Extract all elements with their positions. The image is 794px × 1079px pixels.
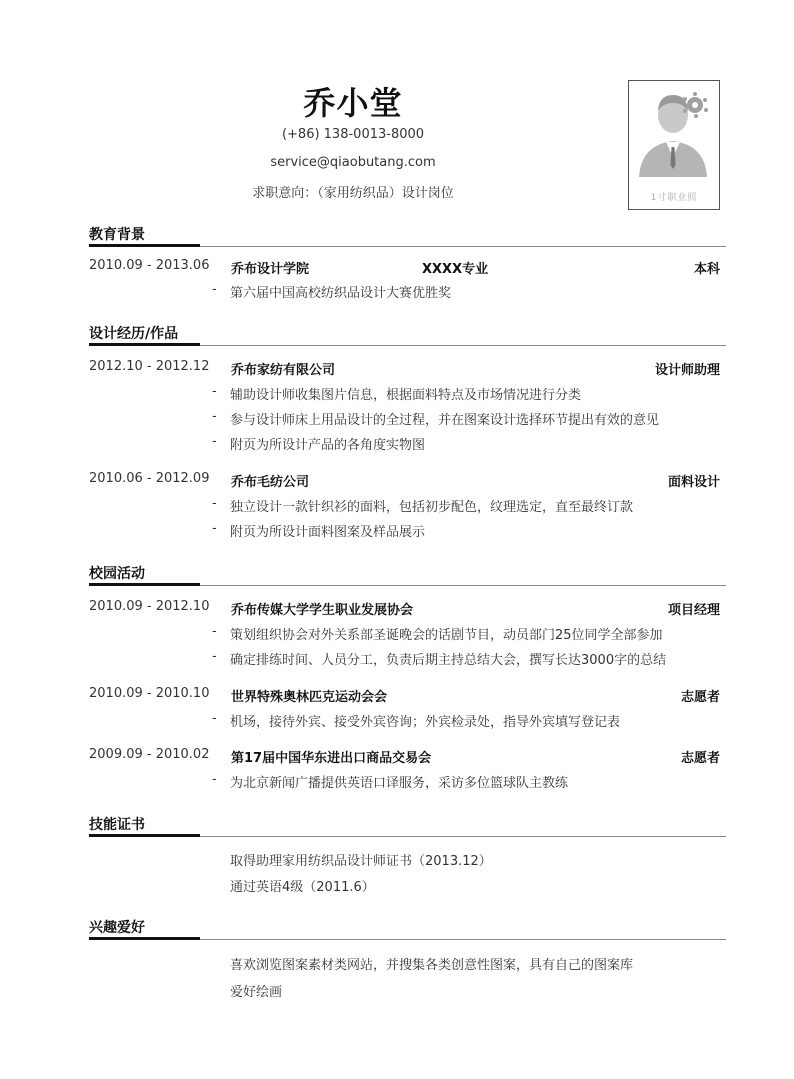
campus-entry [89, 599, 720, 617]
section-bar [89, 343, 200, 346]
design-entry [89, 359, 720, 377]
entry-date: 2010.06 - 2012.09 [89, 471, 210, 486]
campus-entry [89, 747, 720, 765]
hobby-item: 喜欢浏览图案素材类网站，并搜集各类创意性图案，具有自己的图案库 [230, 958, 634, 973]
profile-photo [628, 80, 720, 210]
campus-entry [89, 686, 720, 704]
person-silhouette-icon [633, 85, 715, 189]
job-intent: 求职意向：（家用纺织品）设计岗位 [252, 186, 454, 201]
section-title-design: 设计经历/作品 [89, 326, 179, 342]
candidate-name: 乔小堂 [303, 84, 403, 122]
phone-number: (+86) 138-0013-8000 [281, 127, 425, 142]
skill-item: 通过英语4级（2011.6） [230, 880, 375, 895]
entry-organization: 乔布设计学院 [231, 262, 310, 277]
entry-major: XXXX专业 [422, 262, 489, 277]
hobby-item: 爱好绘画 [230, 985, 283, 1000]
entry-organization: 乔布毛纺公司 [231, 475, 310, 490]
entry-organization: 世界特殊奥林匹克运动会会 [231, 690, 388, 705]
section-bar [89, 583, 200, 586]
entry-date: 2010.09 - 2010.10 [89, 686, 210, 701]
section-title-campus: 校园活动 [89, 566, 145, 582]
section-divider [200, 836, 726, 837]
entry-organization: 第17届中国华东进出口商品交易会 [231, 751, 432, 766]
entry-role: 设计师助理 [654, 363, 720, 378]
entry-date: 2010.09 - 2012.10 [89, 599, 210, 614]
section-title-skills: 技能证书 [89, 817, 145, 833]
section-bar [89, 937, 200, 940]
entry-degree: 本科 [693, 262, 720, 277]
entry-role: 志愿者 [680, 751, 720, 766]
entry-role: 面料设计 [667, 475, 720, 490]
education-entry [89, 258, 720, 276]
section-divider [200, 246, 726, 247]
section-bar [89, 834, 200, 837]
entry-date: 2009.09 - 2010.02 [89, 747, 210, 762]
email-address: service@qiaobutang.com [270, 155, 436, 170]
photo-label: 1寸职业照 [650, 193, 698, 203]
section-divider [200, 585, 726, 586]
design-entry [89, 471, 720, 489]
entry-role: 项目经理 [667, 603, 720, 618]
resume-page: 乔小堂 (+86) 138-0013-8000 service@qiaobutang.com 求职意向：（家用纺织品）设计岗位 1寸职业照 教育背景 2010.09 - 2013.06 乔布设计学院 XXXX专业 本科 - 第六届中国高校纺织品设计大赛优胜奖 设计经历/作品 2012.10 - 2012.12 乔布家纺有限公司 设计师助理 - 辅助设计师收集图片信息，根据面料特点及市场情况进行分类 - 参与设计师床上用品设计的全过程，并在图案设计选择环节提出有效的意见 - 附页为所设计产品的各角度实物图 2010.06 - 2012.09 乔布毛纺公司 面料设计 - 独立设计一款针织衫的面料，包括初步配色，纹理选定，直至最终订款 - 附页为所设计面料图案及样品展示 校园活动 2010.09 - 2012.10 乔布传媒大学学生职业发展协会 项目经理 - 策划组织协会对外关系部圣诞晚会的话剧节目，动员部门25位同学全部参加 - 确定排练时间、人员分工，负责后期主持总结大会，撰写长达3000字的总结 2010.09 - 2010.10 世界特殊奥林匹克运动会会 志愿者 - 机场，接待外宾、接受外宾咨询；外宾检录处，指导外宾填写登记表 2009.09 - 2010.02 第17届中国华东进出口商品交易会 志愿者 - 为北京新闻广播提供英语口译服务，采访多位篮球队主教练 技能证书 取得助理家用纺织品设计师证书（2013.12） 通过英语4级（2011.6） 兴趣爱好 喜欢浏览图案素材类网站，并搜集各类创意性图案，具有自己的图案库 爱好绘画 [0, 0, 794, 1079]
entry-organization: 乔布家纺有限公司 [231, 363, 336, 378]
section-divider [200, 345, 726, 346]
entry-organization: 乔布传媒大学学生职业发展协会 [231, 603, 414, 618]
section-title-hobbies: 兴趣爱好 [89, 920, 145, 936]
section-title-education: 教育背景 [89, 227, 145, 243]
entry-date: 2012.10 - 2012.12 [89, 359, 210, 374]
entry-role: 志愿者 [680, 690, 720, 705]
section-bar [89, 244, 200, 247]
skill-item: 取得助理家用纺织品设计师证书（2013.12） [230, 854, 492, 869]
entry-date: 2010.09 - 2013.06 [89, 258, 210, 273]
section-divider [200, 939, 726, 940]
